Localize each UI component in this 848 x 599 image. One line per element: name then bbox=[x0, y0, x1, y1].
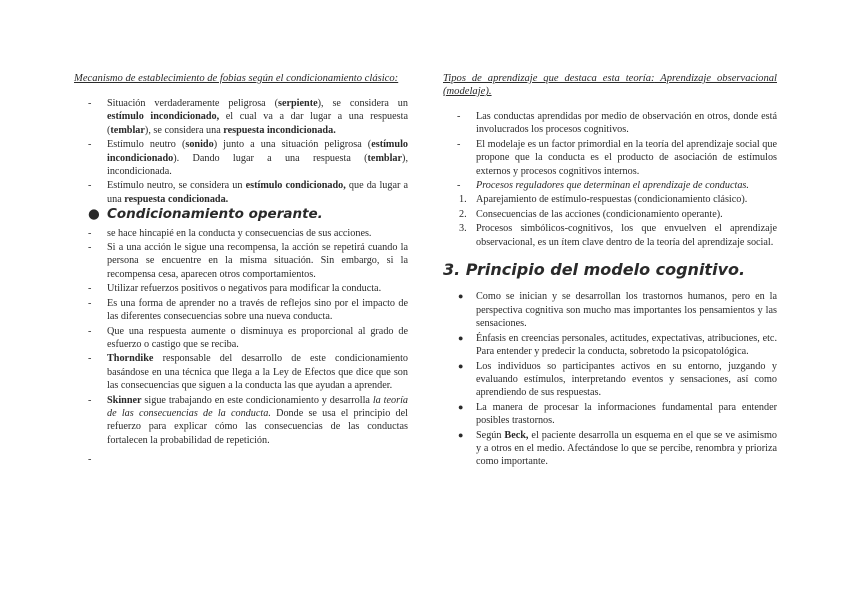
list-item bbox=[74, 97, 408, 137]
text: sigue trabajando en este condicionamiento y desarrolla bbox=[141, 394, 373, 406]
dash-marker: - bbox=[88, 98, 92, 109]
list-item bbox=[443, 179, 777, 192]
list-item bbox=[443, 193, 777, 206]
learning-list bbox=[443, 110, 777, 192]
text: Como se inician y se desarrollan los trastornos humanos, pero en la perspectiva cognitiva son mucho mas importantes los pensamientos y las sensaciones. bbox=[476, 291, 777, 330]
bold-term: temblar bbox=[110, 124, 145, 136]
text: ), incondicionada. bbox=[107, 152, 408, 178]
learning-types-title bbox=[443, 72, 777, 98]
dash-marker: - bbox=[88, 297, 92, 309]
text: El modelaje es un factor primordial en la teoría del aprendizaje social que propone que la conducta es el producto de asociación de estímulos externos y procesos cognitivos internos. bbox=[476, 138, 777, 177]
text: Donde se usa el principio del refuerzo para explicar cómo las consecuencias de las conductas fortalecen la probabilidad de repetición. bbox=[107, 407, 408, 446]
bold-term: estímulo condicionado, bbox=[245, 180, 346, 192]
text: el cual va a dar lugar a una respuesta ( bbox=[107, 111, 408, 136]
text: Situación verdaderamente peligrosa ( bbox=[107, 98, 278, 109]
left-column bbox=[74, 72, 408, 468]
list-item bbox=[443, 110, 777, 137]
bullet-marker: ● bbox=[458, 401, 464, 412]
text: el paciente desarrolla un esquema en el que se ve asimismo y a otros en el medio. Afectándose lo que se percibe, renombra y prioriza como importante. bbox=[476, 429, 777, 468]
list-item bbox=[443, 332, 777, 359]
text: Aparejamiento de estímulo-respuestas (condicionamiento clásico). bbox=[476, 194, 748, 206]
text: Estímulo neutro, se considera un bbox=[107, 180, 246, 192]
classical-list bbox=[74, 97, 408, 206]
text: Los individuos so participantes activos en su entorno, juzgando y evaluando estímulos, interpretando eventos y sensaciones, así como aprendiendo de sus respuestas. bbox=[476, 360, 777, 399]
text: Consecuencias de las acciones (condicionamiento operante). bbox=[476, 208, 723, 220]
text: La manera de procesar la informaciones fundamental para entender posibles trastornos. bbox=[476, 401, 777, 427]
list-item bbox=[443, 401, 777, 428]
dash-marker: - bbox=[88, 454, 92, 466]
dash-marker: - bbox=[457, 111, 461, 122]
processes-list bbox=[443, 193, 777, 249]
italic-text: Procesos reguladores que determinan el aprendizaje de conductas. bbox=[476, 180, 749, 192]
dash-marker: - bbox=[88, 180, 92, 192]
bullet-marker: ● bbox=[458, 429, 464, 440]
list-item bbox=[74, 325, 408, 352]
text: Si a una acción le sigue una recompensa, la acción se repetirá cuando la persona se encuentre en la misma situación. Sin embargo, si la recompensa cesa, aparecen otros comportamientos. bbox=[107, 242, 408, 280]
list-item bbox=[443, 138, 777, 178]
list-item bbox=[74, 297, 408, 324]
text: Procesos simbólicos-cognitivos, los que envuelven el aprendizaje observacional, es un ítem clave dentro de la teoría del aprendizaje social. bbox=[476, 223, 777, 248]
bold-term: Beck, bbox=[504, 429, 529, 441]
list-item bbox=[74, 179, 408, 206]
bold-term: temblar bbox=[367, 152, 403, 164]
text: Es una forma de aprender no a través de reflejos sino por el impacto de las diferentes consecuencias sobre una nueva conducta. bbox=[107, 297, 408, 323]
dash-marker: - bbox=[88, 242, 92, 254]
text: Énfasis en creencias personales, actitudes, expectativas, atribuciones, etc. Para entender y predecir la conducta, sobretodo la psicopatológica. bbox=[476, 332, 777, 358]
dash-marker: - bbox=[88, 353, 92, 365]
list-item bbox=[74, 453, 408, 466]
bold-term: estímulo incondicionado bbox=[107, 139, 408, 164]
list-item bbox=[74, 227, 408, 240]
operant-heading bbox=[74, 208, 408, 221]
bold-term: serpiente bbox=[278, 98, 318, 109]
list-item bbox=[74, 394, 408, 448]
operant-list bbox=[74, 227, 408, 467]
bullet-marker: ● bbox=[88, 206, 100, 223]
dash-marker: - bbox=[88, 139, 92, 151]
heading-text: Condicionamiento operante. bbox=[107, 206, 323, 223]
list-item bbox=[443, 222, 777, 249]
cognitive-list bbox=[443, 290, 777, 468]
classical-section-title: Mecanismo de establecimiento de fobias según el condicionamiento clásico: bbox=[74, 73, 399, 84]
text: ), se considera una bbox=[144, 124, 224, 136]
text: que da lugar a una bbox=[107, 180, 409, 205]
list-item bbox=[443, 290, 777, 330]
list-item bbox=[74, 241, 408, 281]
title-rest: Aprendizaje observacional (modelaje). bbox=[443, 73, 777, 97]
dash-marker: - bbox=[457, 180, 461, 192]
dash-marker: - bbox=[88, 394, 92, 406]
list-item bbox=[443, 360, 777, 400]
dash-marker: - bbox=[457, 138, 461, 150]
bullet-marker: ● bbox=[458, 332, 464, 343]
number-marker: 1. bbox=[459, 194, 467, 206]
dash-marker: - bbox=[88, 227, 92, 239]
text: ) junto a una situación peligrosa ( bbox=[213, 139, 372, 151]
bold-term: respuesta incondicionada. bbox=[223, 124, 336, 136]
number-marker: 2. bbox=[459, 208, 467, 220]
list-item bbox=[74, 352, 408, 392]
text: Utilizar refuerzos positivos o negativos para modificar la conducta. bbox=[107, 283, 382, 295]
cognitive-heading: 3. Principio del modelo cognitivo. bbox=[443, 260, 746, 280]
bullet-marker: ● bbox=[458, 291, 464, 302]
italic-text: la teoría de las consecuencias de la conducta. bbox=[107, 394, 408, 419]
text: Estímulo neutro ( bbox=[107, 139, 186, 151]
text: se hace hincapié en la conducta y consecuencias de sus acciones. bbox=[107, 227, 372, 239]
list-item bbox=[443, 429, 777, 469]
list-item bbox=[443, 208, 777, 221]
bold-term: Thorndike bbox=[107, 353, 154, 365]
bold-term: sonido bbox=[185, 139, 214, 151]
bold-term: estímulo incondicionado, bbox=[107, 111, 220, 123]
text: Las conductas aprendidas por medio de observación en otros, donde está involucrados los procesos cognitivos. bbox=[476, 111, 777, 136]
bold-term: respuesta condicionada. bbox=[124, 193, 229, 205]
text: ), se considera un bbox=[317, 98, 408, 109]
title-underlined: Tipos de aprendizaje que destaca esta teoría: bbox=[443, 73, 655, 84]
text: ). Dando lugar a una respuesta ( bbox=[173, 152, 368, 164]
list-item bbox=[74, 138, 408, 178]
list-item bbox=[74, 282, 408, 295]
text: responsable del desarrollo de este condicionamiento basándose en una técnica que llega a la Ley de Efectos que dice que son las consecuencias que siguen a la conducta las que ayudan a aprender. bbox=[107, 353, 408, 392]
number-marker: 3. bbox=[459, 223, 467, 235]
bold-term: Skinner bbox=[107, 394, 142, 406]
text: Según bbox=[476, 429, 505, 441]
bullet-marker: ● bbox=[458, 360, 464, 371]
dash-marker: - bbox=[88, 325, 92, 337]
dash-marker: - bbox=[88, 283, 92, 295]
text: Que una respuesta aumente o disminuya es proporcional al grado de esfuerzo o castigo que se reciba. bbox=[107, 325, 408, 350]
right-column bbox=[443, 72, 777, 470]
